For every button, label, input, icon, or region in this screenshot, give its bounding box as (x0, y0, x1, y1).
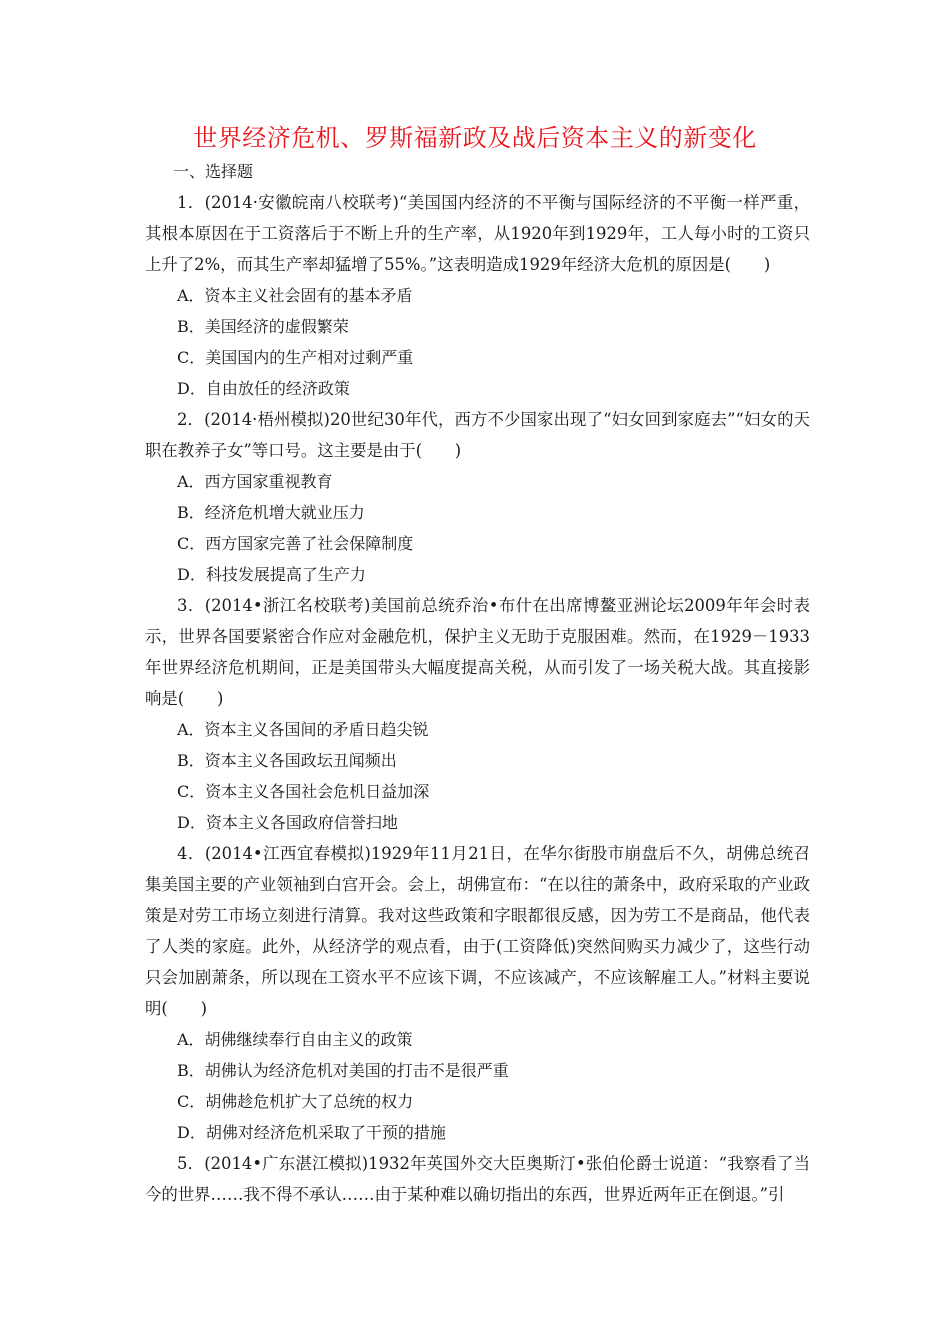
option-d: D．资本主义各国政府信誉扫地 (177, 813, 398, 832)
question-1 (145, 187, 810, 404)
question-stem: 1．(2014·安徽皖南八校联考)“美国国内经济的不平衡与国际经济的不平衡一样严重，其根本原因在于工资落后于不断上升的生产率，从1920年到1929年，工人每小时的工资只上升了2%，而其生产率却猛增了55%。”这表明造成1929年经济大危机的原因是( ) (145, 193, 810, 274)
option-b: B．资本主义各国政坛丑闻频出 (177, 751, 397, 770)
question-stem: 5．(2014•广东湛江模拟)1932年英国外交大臣奥斯汀•张伯伦爵士说道：“我察看了当今的世界……我不得不承认……由于某种难以确切指出的东西，世界近两年正在倒退。”引 (145, 1154, 810, 1204)
option-d: D．科技发展提高了生产力 (177, 565, 366, 584)
option-a: A．资本主义社会固有的基本矛盾 (177, 286, 413, 305)
option-d: D．自由放任的经济政策 (177, 379, 350, 398)
question-stem: 4．(2014•江西宜春模拟)1929年11月21日，在华尔街股市崩盘后不久，胡佛总统召集美国主要的产业领袖到白宫开会。会上，胡佛宣布：“在以往的萧条中，政府采取的产业政策是对劳工市场立刻进行清算。我对这些政策和字眼都很反感，因为劳工不是商品，他代表了人类的家庭。此外，从经济学的观点看，由于(工资降低)突然间购买力减少了，这些行动只会加剧萧条，所以现在工资水平不应该下调，不应该减产，不应该解雇工人。”材料主要说明( ) (145, 844, 810, 1018)
option-a: A．胡佛继续奉行自由主义的政策 (177, 1030, 413, 1049)
document-title: 世界经济危机、罗斯福新政及战后资本主义的新变化 (193, 124, 757, 152)
document-body (145, 156, 810, 1210)
option-b: B．经济危机增大就业压力 (177, 503, 365, 522)
option-c: C．资本主义各国社会危机日益加深 (177, 782, 430, 801)
option-c: C．美国国内的生产相对过剩严重 (177, 348, 414, 367)
option-b: B．美国经济的虚假繁荣 (177, 317, 349, 336)
option-d: D．胡佛对经济危机采取了干预的措施 (177, 1123, 446, 1142)
question-stem: 3．(2014•浙江名校联考)美国前总统乔治•布什在出席博鳌亚洲论坛2009年年会时表示，世界各国要紧密合作应对金融危机，保护主义无助于克服困难。然而，在1929－1933年世界经济危机期间，正是美国带头大幅度提高关税，从而引发了一场关税大战。其直接影响是( ) (145, 596, 810, 708)
option-c: C．胡佛趁危机扩大了总统的权力 (177, 1092, 414, 1111)
option-c: C．西方国家完善了社会保障制度 (177, 534, 414, 553)
question-5 (145, 1148, 810, 1210)
question-4 (145, 838, 810, 1148)
question-stem: 2．(2014·梧州模拟)20世纪30年代，西方不少国家出现了“妇女回到家庭去”“妇女的天职在教养子女”等口号。这主要是由于( ) (145, 410, 810, 460)
question-3 (145, 590, 810, 838)
section-heading: 一、选择题 (173, 162, 254, 181)
option-a: A．西方国家重视教育 (177, 472, 333, 491)
question-2 (145, 404, 810, 590)
option-a: A．资本主义各国间的矛盾日趋尖锐 (177, 720, 429, 739)
option-b: B．胡佛认为经济危机对美国的打击不是很严重 (177, 1061, 509, 1080)
